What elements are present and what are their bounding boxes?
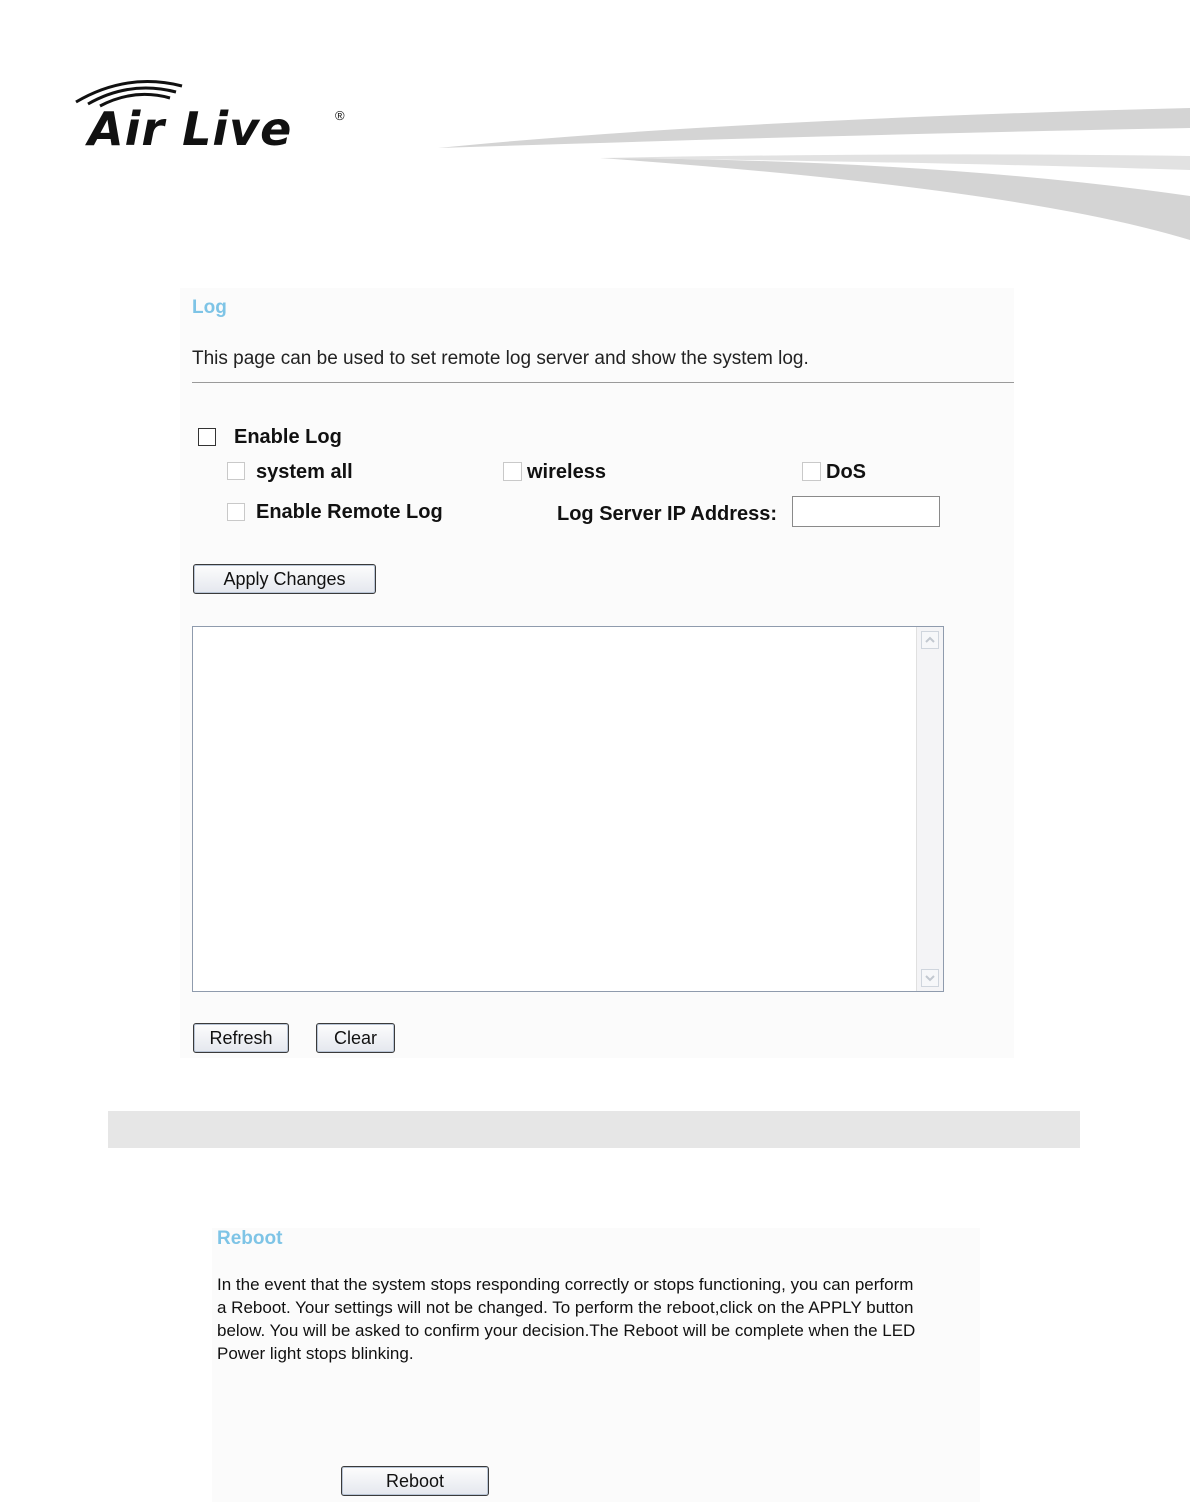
apply-changes-button[interactable]: Apply Changes — [193, 564, 376, 594]
scroll-up-icon[interactable] — [921, 631, 939, 649]
enable-remote-log-label: Enable Remote Log — [256, 501, 443, 523]
wireless-label: wireless — [527, 461, 606, 483]
clear-button[interactable]: Clear — [316, 1023, 395, 1053]
brand-logo: Air Live — [88, 102, 293, 156]
reboot-description-line: In the event that the system stops responding correctly or stops functioning, you can perform — [217, 1275, 914, 1294]
log-server-ip-label: Log Server IP Address: — [557, 503, 778, 525]
log-server-ip-input[interactable] — [792, 496, 940, 527]
refresh-button[interactable]: Refresh — [193, 1023, 289, 1053]
section-separator-band — [108, 1111, 1080, 1148]
registered-mark: ® — [335, 108, 345, 123]
reboot-description-line: a Reboot. Your settings will not be changed. To perform the reboot,click on the APPLY button — [217, 1298, 914, 1317]
reboot-panel — [212, 1228, 980, 1502]
reboot-description — [217, 1273, 987, 1365]
scroll-down-icon[interactable] — [921, 969, 939, 987]
log-description: This page can be used to set remote log server and show the system log. — [192, 348, 809, 369]
enable-log-checkbox[interactable] — [198, 428, 216, 446]
dos-label: DoS — [826, 461, 866, 483]
enable-log-label: Enable Log — [234, 426, 342, 448]
enable-remote-log-checkbox[interactable] — [227, 503, 245, 521]
system-all-label: system all — [256, 461, 353, 483]
system-all-checkbox[interactable] — [227, 462, 245, 480]
header-swoosh — [420, 100, 1190, 245]
reboot-button[interactable]: Reboot — [341, 1466, 489, 1496]
log-scrollbar[interactable] — [916, 627, 943, 991]
log-title: Log — [192, 297, 227, 318]
reboot-description-line: Power light stops blinking. — [217, 1344, 414, 1363]
wireless-checkbox[interactable] — [503, 462, 522, 481]
dos-checkbox[interactable] — [802, 462, 821, 481]
divider — [192, 382, 1014, 383]
log-textarea[interactable] — [192, 626, 944, 992]
reboot-title: Reboot — [217, 1228, 283, 1249]
reboot-description-line: below. You will be asked to confirm your decision.The Reboot will be complete when the LED — [217, 1321, 916, 1340]
